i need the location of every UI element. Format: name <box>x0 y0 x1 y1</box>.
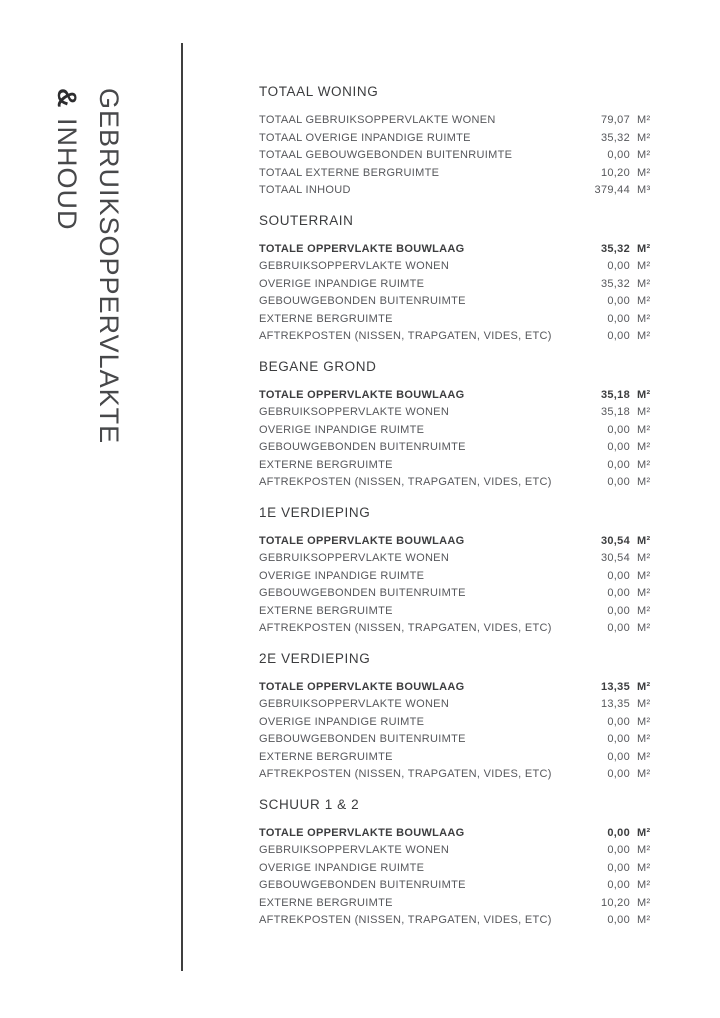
row-value: 0,00 <box>607 826 630 839</box>
row-label: GEBRUIKSOPPERVLAKTE WONEN <box>259 844 450 856</box>
row-unit: M² <box>637 552 651 564</box>
row-unit: M² <box>637 423 651 436</box>
row-label: GEBRUIKSOPPERVLAKTE WONEN <box>259 698 450 710</box>
row-unit: M² <box>637 166 651 179</box>
row-value: 30,54 <box>600 534 630 547</box>
row-unit: M² <box>637 260 651 272</box>
row-label: GEBRUIKSOPPERVLAKTE WONEN <box>259 260 450 272</box>
row-value: 0,00 <box>607 476 630 488</box>
row-label: OVERIGE INPANDIGE RUIMTE <box>259 715 425 728</box>
table-row <box>259 622 657 640</box>
table-row <box>259 535 657 553</box>
row-value: 79,07 <box>600 114 630 126</box>
row-value: 0,00 <box>607 844 630 856</box>
row-unit: M² <box>637 534 651 547</box>
row-value: 0,00 <box>607 312 630 325</box>
row-unit: M² <box>637 896 651 909</box>
table-row <box>259 441 657 459</box>
section-rows <box>259 389 657 494</box>
row-label: AFTREKPOSTEN (NISSEN, TRAPGATEN, VIDES, ETC) <box>259 622 552 634</box>
measurement-section <box>259 651 657 786</box>
section-title: SCHUUR 1 & 2 <box>259 796 360 812</box>
row-unit: M² <box>637 844 651 856</box>
row-unit: M² <box>637 604 651 617</box>
table-row <box>259 862 657 880</box>
row-value: 0,00 <box>607 604 630 617</box>
row-unit: M² <box>637 114 651 126</box>
row-value: 379,44 <box>594 184 630 196</box>
row-value: 0,00 <box>607 149 630 161</box>
table-row <box>259 406 657 424</box>
row-value: 35,32 <box>600 242 630 255</box>
row-value: 0,00 <box>607 587 630 599</box>
row-label: TOTAAL EXTERNE BERGRUIMTE <box>259 166 440 179</box>
row-unit: M² <box>637 131 651 144</box>
row-label: OVERIGE INPANDIGE RUIMTE <box>259 423 425 436</box>
row-label: EXTERNE BERGRUIMTE <box>259 604 393 617</box>
table-row <box>259 114 657 132</box>
row-label: AFTREKPOSTEN (NISSEN, TRAPGATEN, VIDES, ETC) <box>259 914 552 926</box>
row-value: 0,00 <box>607 295 630 307</box>
row-unit: M² <box>637 149 651 161</box>
table-row <box>259 424 657 442</box>
table-row <box>259 278 657 296</box>
table-row <box>259 587 657 605</box>
row-value: 0,00 <box>607 914 630 926</box>
row-label: TOTAAL INHOUD <box>259 184 351 196</box>
row-value: 0,00 <box>607 441 630 453</box>
row-label: OVERIGE INPANDIGE RUIMTE <box>259 569 425 582</box>
row-unit: M² <box>637 277 651 290</box>
measurement-section <box>259 797 657 932</box>
row-unit: M² <box>637 330 651 342</box>
row-value: 0,00 <box>607 569 630 582</box>
section-title: 2E VERDIEPING <box>259 650 371 666</box>
section-title: TOTAAL WONING <box>259 84 379 99</box>
row-unit: M² <box>637 879 651 891</box>
row-unit: M² <box>637 861 651 874</box>
row-value: 0,00 <box>607 330 630 342</box>
row-label: TOTAAL OVERIGE INPANDIGE RUIMTE <box>259 131 471 144</box>
row-unit: M² <box>637 242 651 255</box>
row-value: 0,00 <box>607 750 630 763</box>
table-row <box>259 570 657 588</box>
table-row <box>259 459 657 477</box>
table-row <box>259 132 657 150</box>
row-value: 13,35 <box>600 698 630 710</box>
section-rows <box>259 535 657 640</box>
row-unit: M² <box>637 914 651 926</box>
row-label: TOTAAL GEBOUWGEBONDEN BUITENRUIMTE <box>259 149 513 161</box>
table-row <box>259 167 657 185</box>
row-value: 0,00 <box>607 622 630 634</box>
table-row <box>259 698 657 716</box>
row-label: TOTALE OPPERVLAKTE BOUWLAAG <box>259 388 465 401</box>
row-label: EXTERNE BERGRUIMTE <box>259 458 393 471</box>
row-unit: M² <box>637 680 651 693</box>
table-row <box>259 330 657 348</box>
row-label: GEBOUWGEBONDEN BUITENRUIMTE <box>259 587 466 599</box>
row-unit: M² <box>637 768 651 780</box>
row-unit: M² <box>637 476 651 488</box>
page-title-line1: GEBRUIKSOPPERVLAKTE <box>94 88 124 445</box>
row-unit: M² <box>637 569 651 582</box>
row-unit: M² <box>637 295 651 307</box>
row-unit: M² <box>637 622 651 634</box>
table-row <box>259 184 657 202</box>
row-label: EXTERNE BERGRUIMTE <box>259 312 393 325</box>
section-title: 1E VERDIEPING <box>259 504 371 520</box>
row-label: OVERIGE INPANDIGE RUIMTE <box>259 861 425 874</box>
measurement-section <box>259 84 657 202</box>
row-label: GEBOUWGEBONDEN BUITENRUIMTE <box>259 441 466 453</box>
row-label: GEBOUWGEBONDEN BUITENRUIMTE <box>259 295 466 307</box>
page-title-line2 <box>46 88 88 444</box>
row-label: GEBOUWGEBONDEN BUITENRUIMTE <box>259 733 466 745</box>
row-value: 10,20 <box>600 166 630 179</box>
row-unit: M² <box>637 458 651 471</box>
row-label: GEBRUIKSOPPERVLAKTE WONEN <box>259 406 450 418</box>
row-label: GEBRUIKSOPPERVLAKTE WONEN <box>259 552 450 564</box>
vertical-divider-rule <box>181 43 183 971</box>
section-rows <box>259 681 657 786</box>
table-row <box>259 476 657 494</box>
row-label: AFTREKPOSTEN (NISSEN, TRAPGATEN, VIDES, ETC) <box>259 330 552 342</box>
table-row <box>259 295 657 313</box>
table-row <box>259 751 657 769</box>
section-title: SOUTERRAIN <box>259 212 354 228</box>
table-row <box>259 260 657 278</box>
row-value: 35,18 <box>600 388 630 401</box>
row-unit: M² <box>637 715 651 728</box>
table-row <box>259 681 657 699</box>
row-value: 35,32 <box>600 277 630 290</box>
table-row <box>259 605 657 623</box>
table-row <box>259 914 657 932</box>
table-row <box>259 389 657 407</box>
row-value: 0,00 <box>607 423 630 436</box>
table-row <box>259 844 657 862</box>
row-unit: M² <box>637 826 651 839</box>
row-unit: M² <box>637 587 651 599</box>
table-row <box>259 552 657 570</box>
row-unit: M³ <box>637 184 651 196</box>
row-label: GEBOUWGEBONDEN BUITENRUIMTE <box>259 879 466 891</box>
measurement-sections <box>259 84 657 943</box>
row-label: AFTREKPOSTEN (NISSEN, TRAPGATEN, VIDES, ETC) <box>259 768 552 780</box>
row-label: TOTALE OPPERVLAKTE BOUWLAAG <box>259 534 465 547</box>
measurement-section <box>259 359 657 494</box>
section-title: BEGANE GROND <box>259 358 377 374</box>
row-value: 0,00 <box>607 715 630 728</box>
row-label: TOTALE OPPERVLAKTE BOUWLAAG <box>259 680 465 693</box>
row-label: TOTALE OPPERVLAKTE BOUWLAAG <box>259 826 465 839</box>
row-unit: M² <box>637 441 651 453</box>
row-value: 35,32 <box>600 131 630 144</box>
row-value: 0,00 <box>607 458 630 471</box>
table-row <box>259 768 657 786</box>
row-value: 13,35 <box>600 680 630 693</box>
row-label: AFTREKPOSTEN (NISSEN, TRAPGATEN, VIDES, ETC) <box>259 476 552 488</box>
row-value: 0,00 <box>607 733 630 745</box>
row-label: OVERIGE INPANDIGE RUIMTE <box>259 277 425 290</box>
table-row <box>259 733 657 751</box>
table-row <box>259 716 657 734</box>
row-label: EXTERNE BERGRUIMTE <box>259 896 393 909</box>
row-unit: M² <box>637 750 651 763</box>
row-value: 0,00 <box>607 768 630 780</box>
section-rows <box>259 827 657 932</box>
table-row <box>259 243 657 261</box>
page-title <box>46 88 130 444</box>
measurement-section <box>259 213 657 348</box>
table-row <box>259 897 657 915</box>
row-unit: M² <box>637 388 651 401</box>
row-label: TOTAAL GEBRUIKSOPPERVLAKTE WONEN <box>259 114 496 126</box>
row-value: 0,00 <box>607 861 630 874</box>
row-value: 35,18 <box>600 406 630 418</box>
row-value: 0,00 <box>607 260 630 272</box>
page-title-line2-text: INHOUD <box>52 117 82 230</box>
row-value: 30,54 <box>600 552 630 564</box>
section-rows <box>259 114 657 202</box>
table-row <box>259 313 657 331</box>
table-row <box>259 149 657 167</box>
measurement-section <box>259 505 657 640</box>
row-unit: M² <box>637 312 651 325</box>
section-rows <box>259 243 657 348</box>
table-row <box>259 879 657 897</box>
table-row <box>259 827 657 845</box>
row-value: 10,20 <box>600 896 630 909</box>
row-value: 0,00 <box>607 879 630 891</box>
row-unit: M² <box>637 733 651 745</box>
row-label: TOTALE OPPERVLAKTE BOUWLAAG <box>259 242 465 255</box>
ampersand: & <box>52 88 82 109</box>
row-unit: M² <box>637 698 651 710</box>
row-label: EXTERNE BERGRUIMTE <box>259 750 393 763</box>
row-unit: M² <box>637 406 651 418</box>
